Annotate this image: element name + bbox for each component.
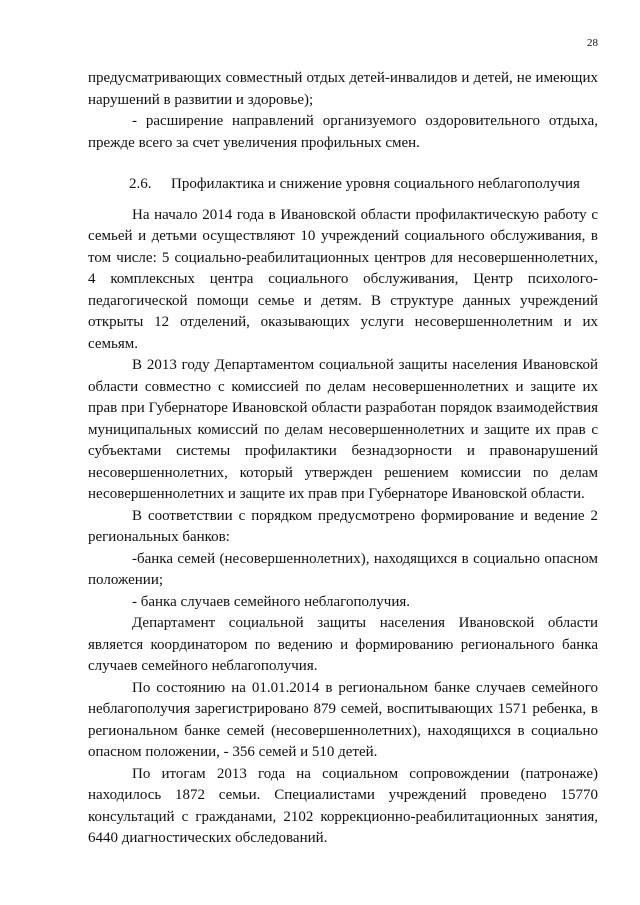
section-heading	[88, 174, 598, 196]
paragraph: В соответствии с порядком предусмотрено формирование и ведение 2 региональных банков:	[88, 507, 598, 545]
paragraph-list-item: - расширение направлений организуемого оздоровительного отдыха, прежде всего за счет увеличения профильных смен.	[88, 113, 598, 151]
page-number: 28	[587, 37, 598, 49]
document-body	[88, 68, 598, 850]
paragraph: Департамент социальной защиты населения Ивановской области является координатором по ведению и формированию регионального банка случаев семейного неблагополучия.	[88, 615, 598, 674]
paragraph-list-item: - банка случаев семейного неблагополучия.	[132, 593, 410, 610]
section-number: 2.6.	[129, 176, 152, 192]
paragraph: В 2013 году Департаментом социальной защиты населения Ивановской области совместно с комиссией по делам несовершеннолетних и защите их прав при Губернаторе Ивановской области разработан порядок взаимодействия муниципальных комиссий по делам несовершеннолетних и защите их прав с субъектами системы профилактики безнадзорности и правонарушений несовершеннолетних, который утвержден решением комиссии по делам несовершеннолетних и защите их прав при Губернаторе Ивановской области.	[88, 357, 598, 502]
paragraph-list-item: -банка семей (несовершеннолетних), находящихся в социально опасном положении;	[88, 550, 598, 588]
paragraph: На начало 2014 года в Ивановской области профилактическую работу с семьей и детьми осуществляют 10 учреждений социального обслуживания, в том числе: 5 социально-реабилитационных центров для несовершеннолетних, 4 комплексных центра социального обслуживания, Центр психолого-педагогической помощи семье и детям. В структуре данных учреждений открыты 12 отделений, оказывающих услуги несовершеннолетним и их семьям.	[88, 206, 598, 352]
paragraph: По состоянию на 01.01.2014 в региональном банке случаев семейного неблагополучия зарегистрировано 879 семей, воспитывающих 1571 ребенка, в региональном банке семей (несовершеннолетних), находящихся в социально опасном положении, - 356 семей и 510 детей.	[88, 679, 598, 760]
section-title: Профилактика и снижение уровня социального неблагополучия	[171, 176, 580, 192]
paragraph: По итогам 2013 года на социальном сопровождении (патронаже) находилось 1872 семьи. Специалистами учреждений проведено 15770 консультаций с гражданами, 2102 коррекционно-реабилитационных занятия, 6440 диагностических обследований.	[88, 765, 598, 846]
paragraph-continuation: предусматривающих совместный отдых детей-инвалидов и детей, не имеющих нарушений в развитии и здоровье);	[88, 70, 598, 108]
